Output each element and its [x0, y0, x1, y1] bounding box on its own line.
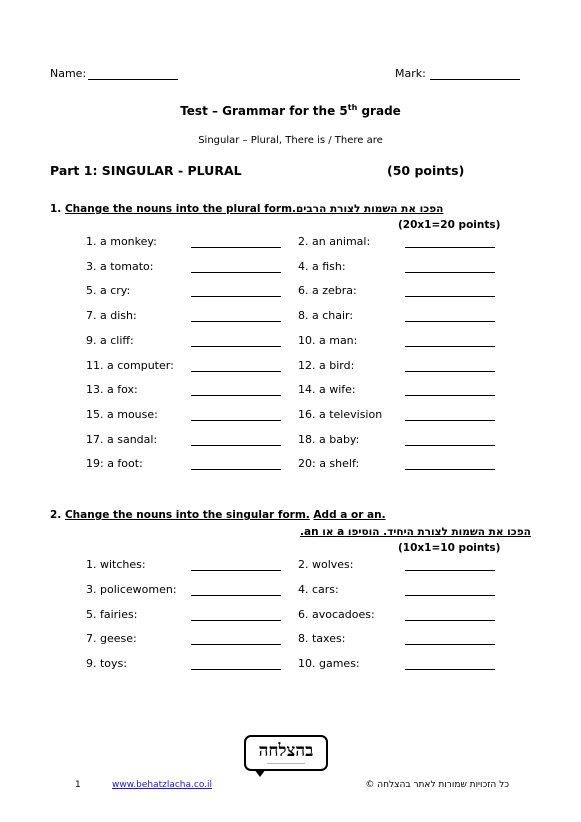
q1-answer-right[interactable]	[405, 445, 495, 446]
name-blank[interactable]	[88, 79, 178, 80]
q1-instruction-text: Change the nouns into the plural form.	[64, 203, 297, 215]
q2-item-right: 2. wolves:	[298, 558, 354, 571]
q1-item-left: 11. a computer:	[86, 358, 174, 372]
q1-item-right: 18. a baby:	[298, 432, 360, 446]
q1-instruction	[50, 203, 296, 215]
page-number: 1	[75, 780, 81, 790]
q1-points: (20x1=20 points)	[398, 219, 501, 231]
q1-item-left: 9. a cliff:	[86, 333, 134, 347]
q2-instruction	[50, 509, 386, 521]
logo-pointer-icon	[254, 769, 266, 777]
title-main: Test – Grammar for the 5	[180, 104, 348, 118]
q1-item-right: 12. a bird:	[298, 358, 355, 372]
q2-answer-right[interactable]	[405, 595, 495, 596]
q1-item-left: 19: a foot:	[86, 457, 143, 471]
q1-answer-left[interactable]	[191, 346, 281, 347]
q1-item-left: 5. a cry:	[86, 284, 131, 298]
q1-hebrew: הפכו את השמות לצורת הרבים	[296, 203, 444, 215]
q1-answer-left[interactable]	[191, 247, 281, 248]
q2-item-left: 7. geese:	[86, 632, 137, 646]
q1-item-right: 10. a man:	[298, 333, 358, 347]
q2-item-left: 3. policewomen:	[86, 582, 177, 596]
q2-item-left: 9. toys:	[86, 657, 127, 670]
mark-blank[interactable]	[430, 79, 520, 80]
q1-item-right: 8. a chair:	[298, 309, 354, 323]
q1-answer-right[interactable]	[405, 346, 495, 347]
q1-answer-right[interactable]	[405, 321, 495, 322]
q1-answer-right[interactable]	[405, 420, 495, 421]
q2-item-right: 10. games:	[298, 657, 360, 670]
q2-item-right: 6. avocadoes:	[298, 607, 375, 621]
q1-answer-right[interactable]	[405, 395, 495, 396]
q1-item-left: 3. a tomato:	[86, 259, 154, 273]
q2-item-left: 5. fairies:	[86, 607, 138, 621]
q1-answer-left[interactable]	[191, 371, 281, 372]
q2-answer-left[interactable]	[191, 570, 281, 571]
q2-answer-left[interactable]	[191, 669, 281, 670]
q1-answer-right[interactable]	[405, 272, 495, 273]
q1-answer-right[interactable]	[405, 296, 495, 297]
q1-answer-right[interactable]	[405, 371, 495, 372]
q1-answer-left[interactable]	[191, 272, 281, 273]
q1-number: 1.	[50, 203, 62, 215]
part1-points: (50 points)	[387, 163, 465, 178]
title-rest: grade	[357, 104, 401, 118]
q1-answer-left[interactable]	[191, 469, 281, 470]
logo-text: בהצלחה	[258, 740, 314, 761]
q2-answer-left[interactable]	[191, 620, 281, 621]
q2-item-left: 1. witches:	[86, 558, 146, 571]
q2-answer-left[interactable]	[191, 595, 281, 596]
q2-answer-right[interactable]	[405, 644, 495, 645]
q1-item-right: 6. a zebra:	[298, 284, 357, 298]
q1-answer-right[interactable]	[405, 469, 495, 470]
q2-item-right: 8. taxes:	[298, 632, 346, 646]
q2-number: 2.	[50, 509, 62, 521]
page-subtitle: Singular – Plural, There is / There are	[198, 135, 383, 146]
q1-item-right: 2. an animal:	[298, 235, 371, 248]
name-label: Name:	[50, 67, 87, 80]
mark-label: Mark:	[395, 67, 426, 80]
q2-instruction-text-2: Add a or an.	[313, 509, 386, 521]
q2-answer-right[interactable]	[405, 620, 495, 621]
q1-answer-left[interactable]	[191, 296, 281, 297]
q2-instruction-text: Change the nouns into the singular form.	[64, 509, 310, 521]
q1-item-right: 20: a shelf:	[298, 457, 360, 471]
q1-item-left: 7. a dish:	[86, 309, 137, 323]
q1-item-right: 4. a fish:	[298, 259, 346, 273]
q1-answer-left[interactable]	[191, 321, 281, 322]
q2-answer-right[interactable]	[405, 570, 495, 571]
q1-item-left: 15. a mouse:	[86, 407, 158, 421]
q2-hebrew: הפכו את השמות לצורת היחיד. הוסיפו a או an.	[300, 526, 531, 538]
q1-answer-left[interactable]	[191, 445, 281, 446]
q1-item-left: 13. a fox:	[86, 383, 138, 397]
q2-answer-right[interactable]	[405, 669, 495, 670]
page-title	[0, 103, 581, 118]
q1-item-left: 17. a sandal:	[86, 432, 158, 446]
title-sup: th	[347, 103, 358, 112]
site-link[interactable]: www.behatzlacha.co.il	[112, 780, 213, 790]
q1-item-left: 1. a monkey:	[86, 235, 157, 248]
q1-answer-left[interactable]	[191, 420, 281, 421]
q2-points: (10x1=10 points)	[398, 542, 501, 554]
q1-answer-right[interactable]	[405, 247, 495, 248]
behatzlacha-logo	[244, 735, 328, 771]
copyright-text: כל הזכויות שמורות לאתר בהצלחה ©	[365, 780, 509, 790]
q1-item-right: 14. a wife:	[298, 383, 356, 397]
logo-tagline: ــــــــــــــــــــــــــــــــ	[267, 759, 305, 765]
q2-item-right: 4. cars:	[298, 582, 339, 596]
q1-answer-left[interactable]	[191, 395, 281, 396]
q2-answer-left[interactable]	[191, 644, 281, 645]
part1-heading: Part 1: SINGULAR - PLURAL	[50, 163, 242, 178]
q1-item-right: 16. a television	[298, 407, 383, 421]
